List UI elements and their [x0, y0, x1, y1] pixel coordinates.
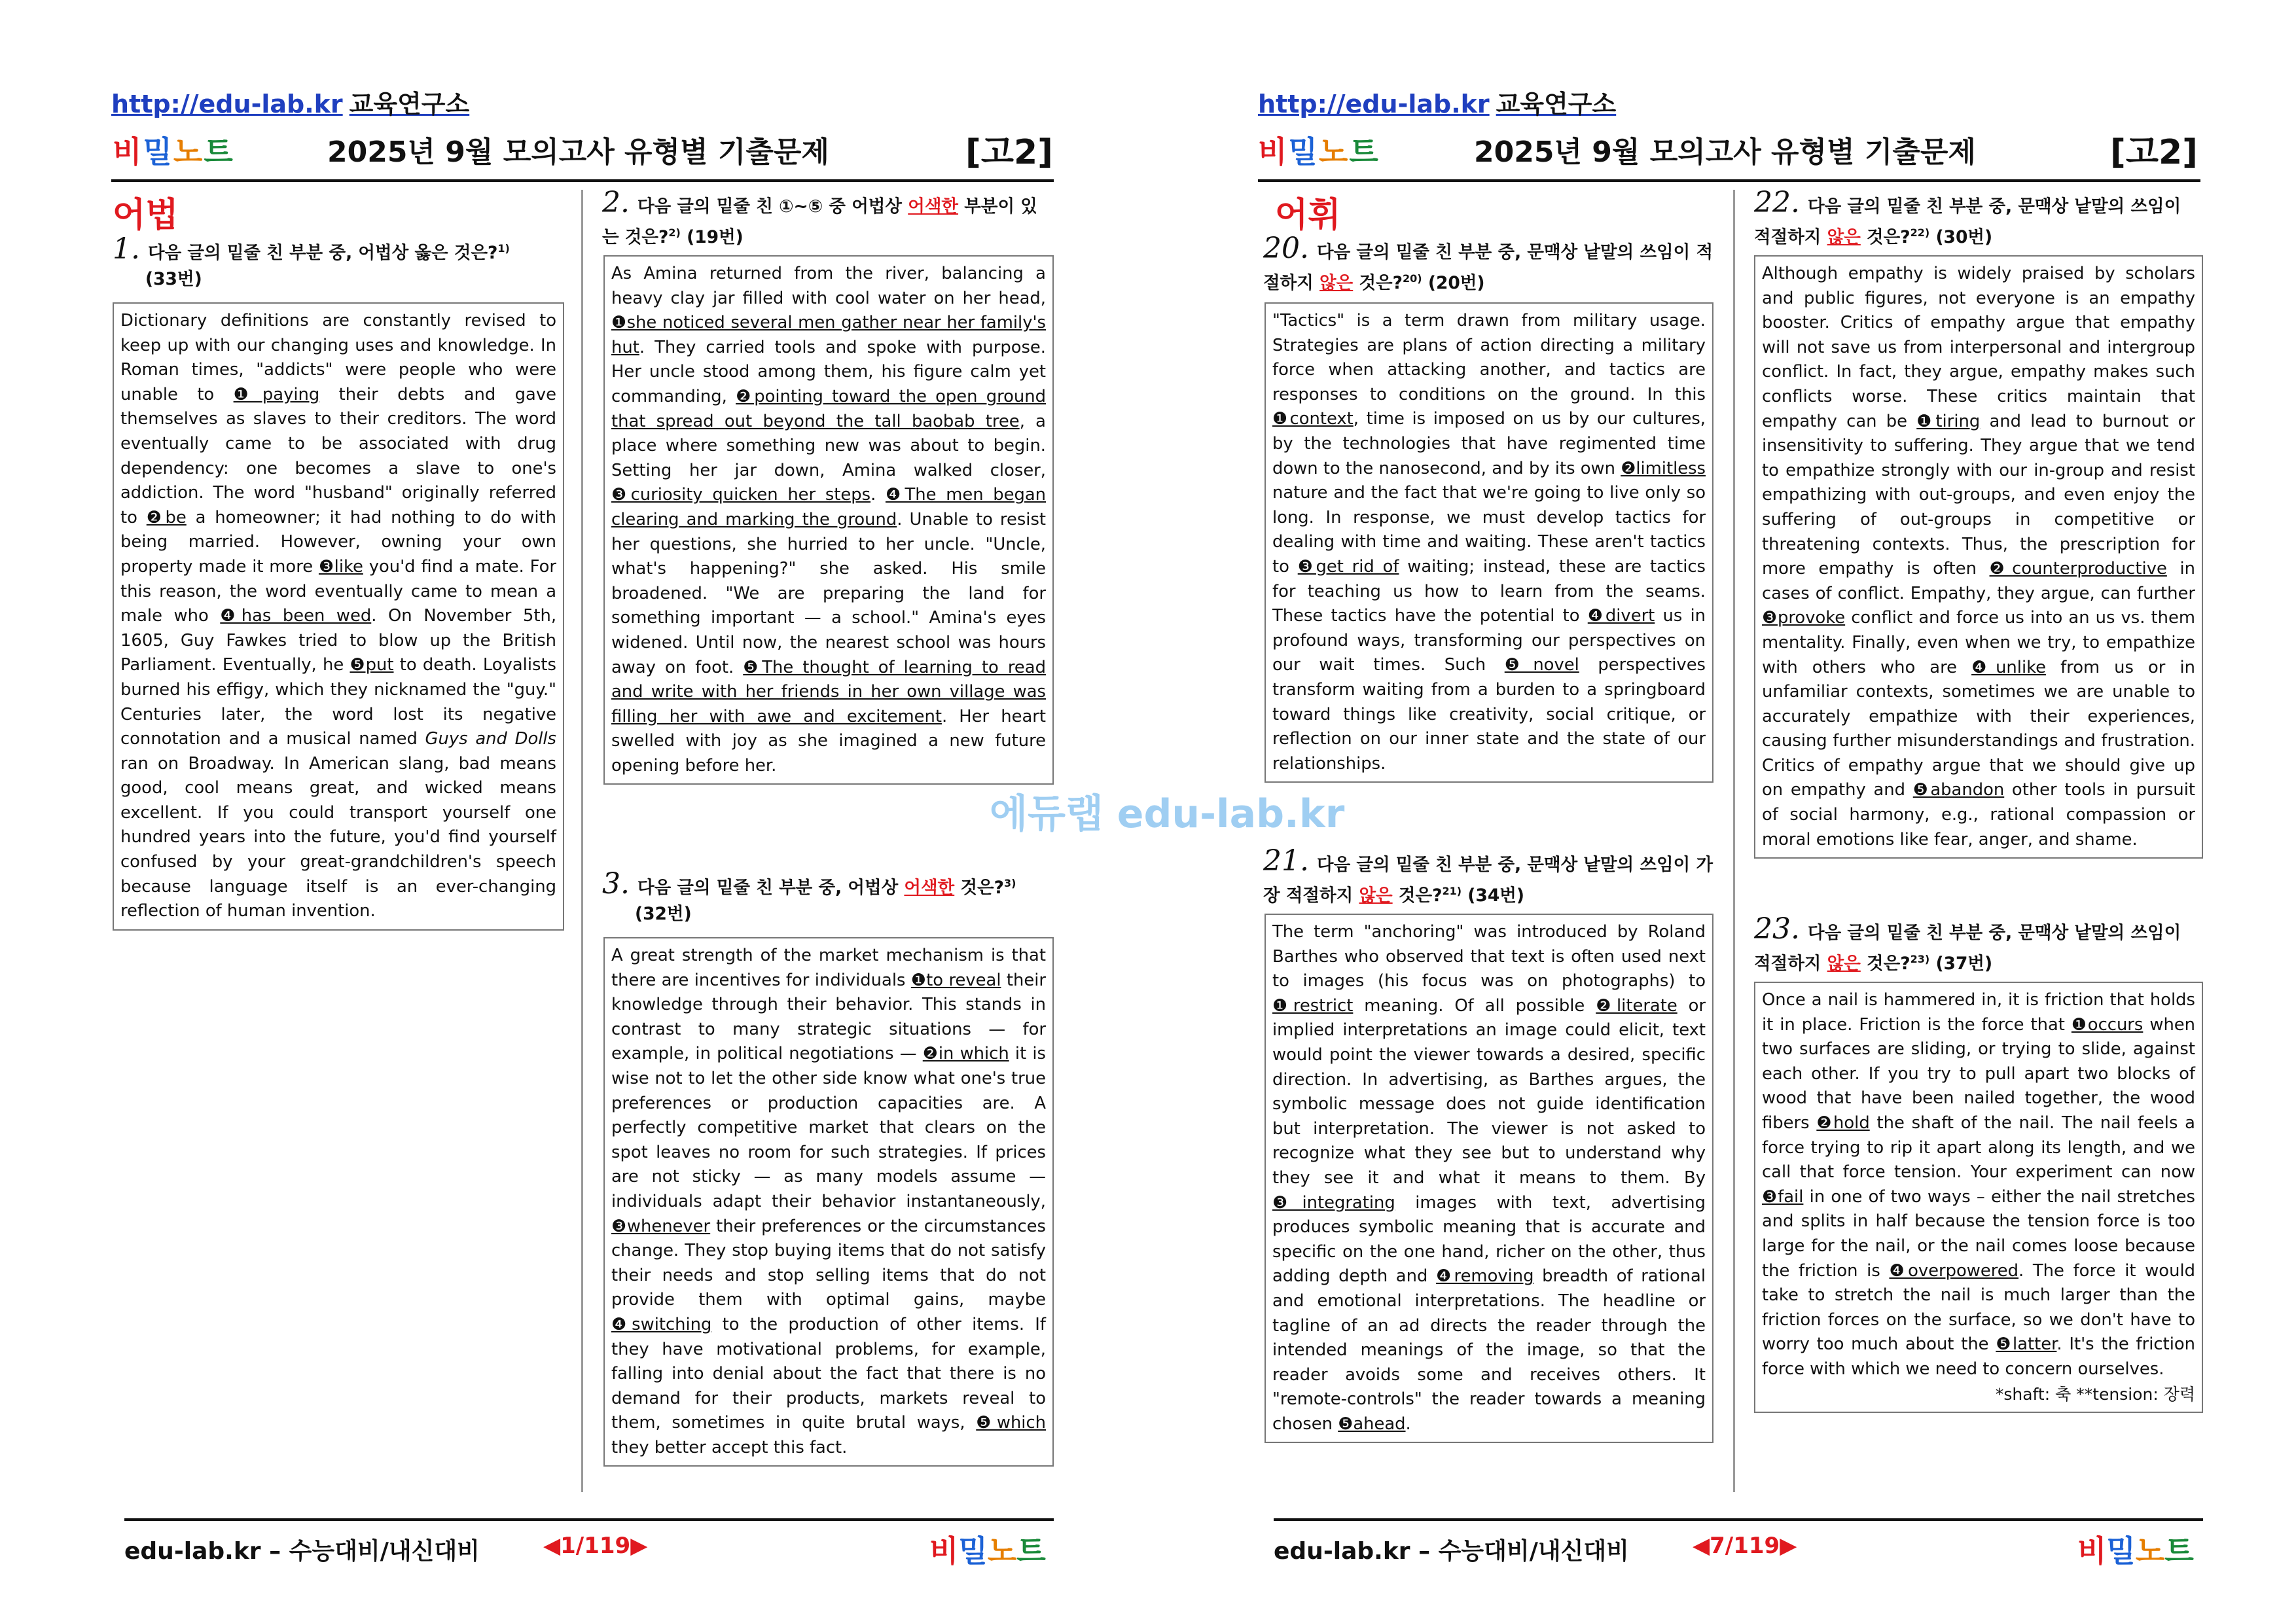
footer-text: edu-lab.kr – 수능대비/내신대비 — [1274, 1538, 1629, 1565]
question-20-prompt: 20. 다음 글의 밑줄 친 부분 중, 문맥상 낱말의 쓰임이 적절하지 않은 것은?$^{20)}$ (20번) — [1263, 232, 1713, 293]
question-3-passage: A great strength of the market mechanism is that there are incentives for individuals ❶to reveal their knowledge through their behavior. This stands in contrast to many strategic situations — for example, in political negotiations — ❷in which it is wise not to let the other side know what one's true preferences or production capacities are. A perfectly competitive market that clears on the spot leaves no room for such strategies. If prices are not sticky — as many models assume — individuals adapt their behavior instantaneously, ❸whenever their preferences or the circumstances change. They stop buying items that do not satisfy their needs and stop selling items that do not provide them with optimal gains, maybe ❹switching to the production of other items. If they have motivational problems, for example, falling into denial about the fact that there is no demand for their products, markets reveal to them, sometimes in quite brutal ways, ❺which they better accept this fact. — [603, 937, 1054, 1467]
header-divider — [1258, 179, 2200, 182]
grade-label: [고2] — [2110, 133, 2198, 172]
page-title: 2025년 9월 모의고사 유형별 기출문제 — [1474, 135, 1976, 169]
site-link[interactable]: http://edu-lab.kr 교육연구소 — [1258, 90, 1617, 118]
footer-divider — [124, 1518, 1054, 1521]
page-indicator: ◀7/119▶ — [1693, 1533, 1797, 1559]
question-22-passage: Although empathy is widely praised by scholars and public figures, not everyone is an empathy booster. Critics of empathy argue that empathy will not save us from interpersonal and intergroup conflict. In fact, they argue, empathy makes such conflicts worse. These critics maintain that empathy can be ❶tiring and lead to burnout or insensitivity to suffering. They argue that we tend to empathize strongly with our in-group and resist empathizing with out-groups, and even enjoy the suffering of out-groups in competitive or threatening contexts. Thus, the prescription for more empathy is often ❷counterproductive in cases of conflict. Empathy, they argue, can further ❸provoke conflict and force us into an us vs. them mentality. Finally, even when we try, to empathize with others who are ❹unlike from us or in unfamiliar contexts, sometimes we are unable to accurately empathize with their experiences, causing further misunderstandings and frustration. Critics of empathy argue that we should give up on empathy and ❺abandon other tools in pursuit of social harmony, e.g., rational compassion or moral emotions like fear, anger, and shame. — [1754, 255, 2203, 859]
footer-brand-logo: 비밀노트 — [929, 1533, 1046, 1569]
question-2-passage: As Amina returned from the river, balancing a heavy clay jar filled with cool water on her head, ❶she noticed several men gather near her family's hut. They carried tools and spoke with purpose. Her uncle stood among them, his figure calm yet commanding, ❷pointing toward the open ground that spread out beyond the tall baobab tree, a place where something new was about to begin. Setting her jar down, Amina walked closer, ❸curiosity quicken her steps. ❹The men began clearing and marking the ground. Unable to resist her questions, she hurried to her uncle. "Uncle, what's happening?" she asked. His smile broadened. "We are preparing the land for something important — a school." Amina's eyes widened. Until now, the nearest school was hours away on foot. ❺The thought of learning to read and write with her friends in her own village was filling her with awe and excitement. Her heart swelled with joy as she imagined a new future opening before her. — [603, 255, 1054, 785]
question-22-prompt: 22. 다음 글의 밑줄 친 부분 중, 문맥상 낱말의 쓰임이 적절하지 않은 것은?$^{22)}$ (30번) — [1754, 186, 2181, 247]
column-divider — [1733, 190, 1735, 1492]
question-23-prompt: 23. 다음 글의 밑줄 친 부분 중, 문맥상 낱말의 쓰임이 적절하지 않은 것은?$^{23)}$ (37번) — [1754, 912, 2181, 974]
footer-brand-logo: 비밀노트 — [2077, 1533, 2194, 1569]
section-title: 어휘 — [1275, 196, 1341, 235]
page-indicator: ◀1/119▶ — [543, 1533, 648, 1559]
question-21-prompt: 21. 다음 글의 밑줄 친 부분 중, 문맥상 낱말의 쓰임이 가장 적절하지 않은 것은?$^{21)}$ (34번) — [1263, 844, 1713, 906]
grade-label: [고2] — [965, 133, 1053, 172]
question-3-prompt: 3. 다음 글의 밑줄 친 부분 중, 어법상 어색한 것은?$^{3)}$ (32번) — [602, 866, 1016, 924]
question-20-passage: "Tactics" is a term drawn from military usage. Strategies are plans of action directing a military force when attacking another, and tactics are responses to conditions on the ground. In this ❶context, time is imposed on us by our cultures, by the technologies that have regimented time down to the nanosecond, and by its own ❷limitless nature and the fact that we're going to live only so long. In response, we must develop tactics for dealing with time and waiting. These aren't tactics to ❸get rid of waiting; instead, these are tactics for teaching us how to learn from the seams. These tactics have the potential to ❹divert us in profound ways, transforming our perspectives on our wait times. Such ❺novel perspectives transform waiting from a burden to a springboard toward things like creativity, social critique, or reflection on our inner state and the state of our relationships. — [1265, 302, 1713, 783]
question-2-prompt: 2. 다음 글의 밑줄 친 ①~⑤ 중 어법상 어색한 부분이 있는 것은?$^{2)}$ (19번) — [602, 186, 1037, 247]
question-1-prompt: 1. 다음 글의 밑줄 친 부분 중, 어법상 옳은 것은?$^{1)}$ (33번) — [113, 232, 510, 289]
watermark: 에듀랩 edu-lab.kr — [990, 791, 1345, 837]
page-title: 2025년 9월 모의고사 유형별 기출문제 — [327, 135, 829, 169]
footer-text: edu-lab.kr – 수능대비/내신대비 — [124, 1538, 480, 1565]
column-divider — [581, 190, 583, 1492]
question-23-passage: Once a nail is hammered in, it is friction that holds it in place. Friction is the force that ❶occurs when two surfaces are sliding, or trying to slide, against each other. If you try to pull apart two blocks of wood that have been nailed together, the wood fibers ❷hold the shaft of the nail. The nail feels a force trying to rip it apart along its length, and we call that force tension. Your experiment can now ❸fail in one of two ways – either the nail stretches and splits in half because the tension force is too large for the nail, or the nail comes loose because the friction is ❹overpowered. The force it would take to stretch the nail is much larger than the friction forces on the surface, so we don't have to worry too much about the ❺latter. It's the friction force with which we need to concern ourselves. *shaft: 축 **tension: 장력 — [1754, 982, 2203, 1413]
brand-logo: 비밀노트 — [113, 134, 234, 169]
header-divider — [111, 179, 1054, 182]
glossary-note: *shaft: 축 **tension: 장력 — [1995, 1384, 2195, 1404]
question-21-passage: The term "anchoring" was introduced by Roland Barthes who observed that text is often used next to images (his focus was on photographs) to ❶restrict meaning. Of all possible ❷literate or implied interpretations an image could elicit, text would point the viewer towards a desired, specific direction. In advertising, as Barthes argues, the symbolic message does not guide identification but interpretation. The viewer is not asked to recognize what they see but to understand why they see it and what it means to them. By ❸integrating images with text, advertising produces symbolic meaning that is accurate and specific on the one hand, richer on the other, thus adding depth and ❹removing breadth of rational and emotional interpretations. The headline or tagline of an ad directs the reader through the intended meanings of the image, so that the reader avoids some and receives others. It "remote-controls" the reader towards a meaning chosen ❺ahead. — [1265, 914, 1713, 1443]
question-1-passage: Dictionary definitions are constantly revised to keep up with our changing uses and knowledge. In Roman times, "addicts" were people who were unable to ❶paying their debts and gave themselves as slaves to their creditors. The word eventually came to be associated with drug dependency: one becomes a slave to one's addiction. The word "husband" originally referred to ❷be a homeowner; it had nothing to do with being married. However, owning your own property made it more ❸like you'd find a mate. For this reason, the word eventually came to mean a male who ❹has been wed. On November 5th, 1605, Guy Fawkes tried to blow up the British Parliament. Eventually, he ❺put to death. Loyalists burned his effigy, which they nicknamed the "guy." Centuries later, the word lost its negative connotation and a musical named Guys and Dolls ran on Broadway. In American slang, bad means good, cool means great, and wicked means excellent. If you could transport yourself one hundred years into the future, you'd find yourself confused by your great-grandchildren's speech because language itself is an ever-changing reflection of human invention. — [113, 302, 564, 931]
footer-divider — [1274, 1518, 2203, 1521]
site-link[interactable]: http://edu-lab.kr 교육연구소 — [111, 90, 470, 118]
brand-logo: 비밀노트 — [1258, 134, 1380, 169]
section-title: 어법 — [113, 196, 179, 235]
